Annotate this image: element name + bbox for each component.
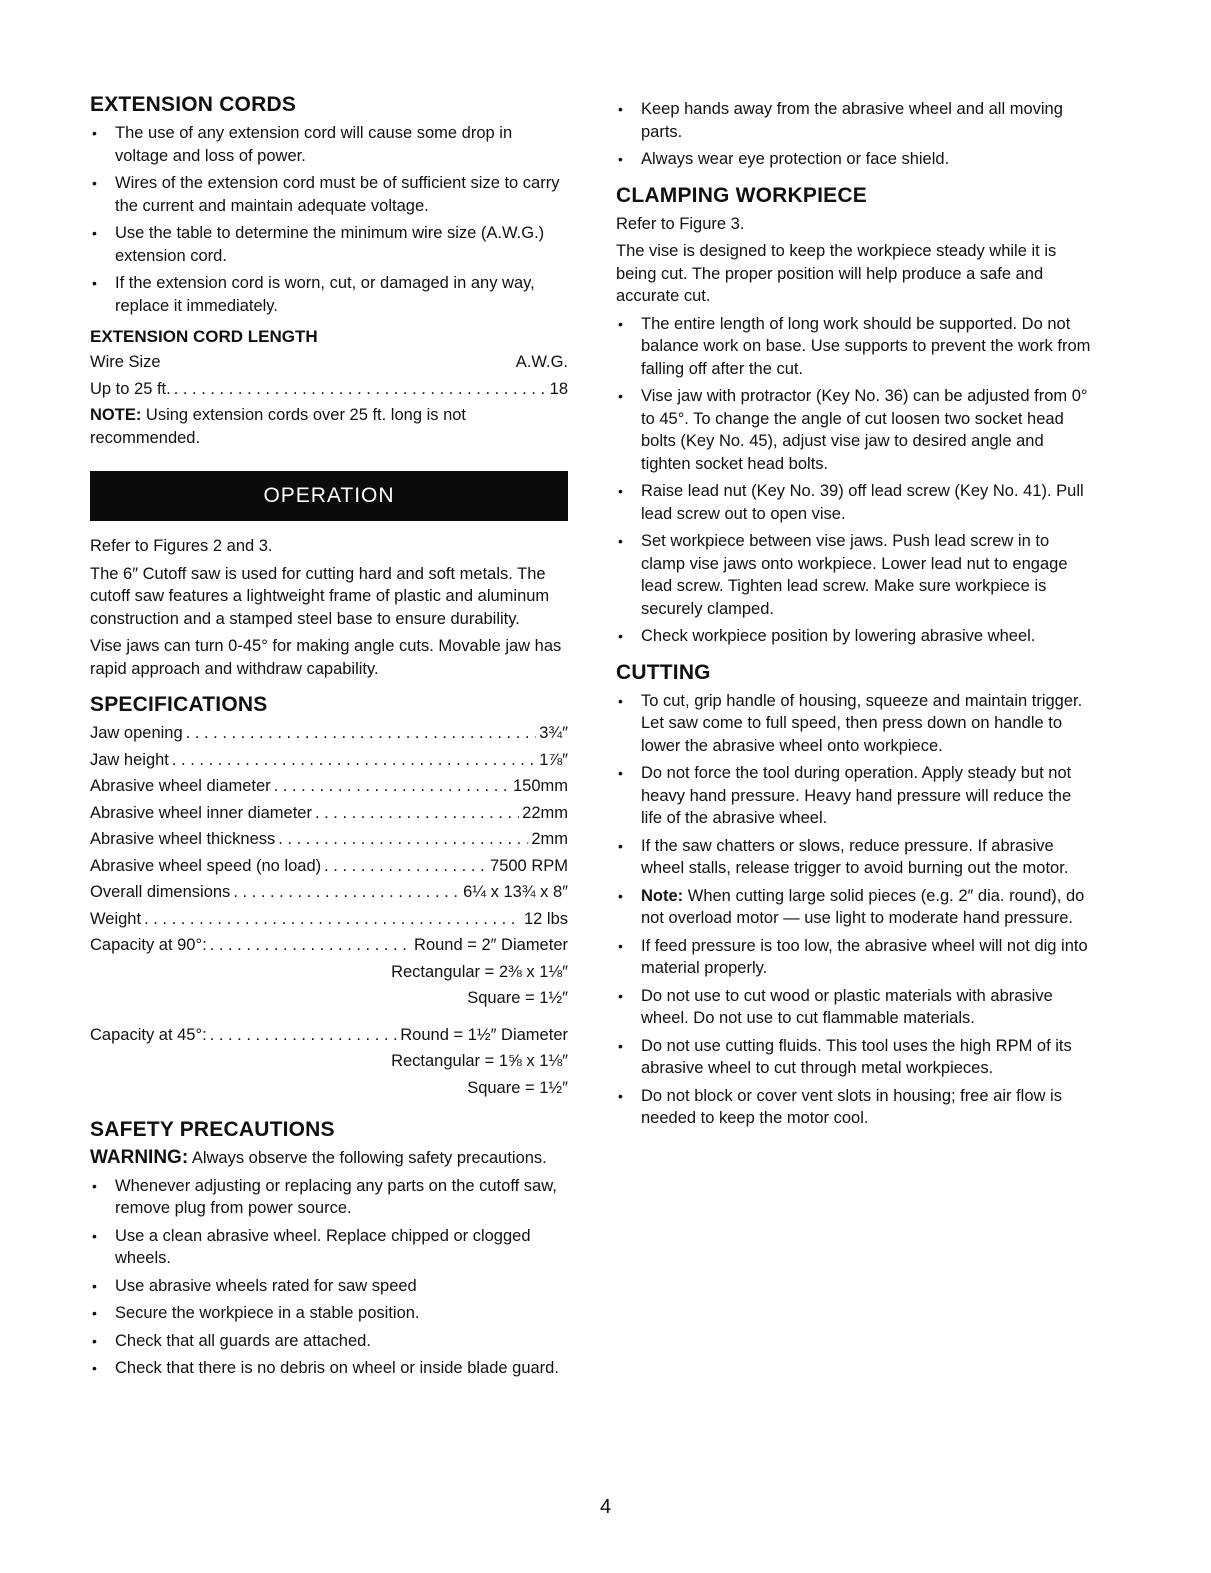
leader-dots (315, 802, 519, 825)
leader-dots (274, 775, 510, 798)
extension-cords-list (90, 122, 568, 317)
clamping-para: The vise is designed to keep the workpiece steady while it is being cut. The proper position will help produce a safe and accurate cut. (616, 242, 1057, 305)
leader-dots (186, 722, 537, 745)
spec-value: 12 lbs (523, 909, 568, 928)
spec-label: Jaw opening (90, 724, 183, 742)
row-label: Up to 25 ft. (90, 379, 171, 398)
spec-row (90, 775, 568, 798)
spec-value: 6¼ x 13¾ x 8″ (463, 883, 568, 901)
list-item: • Whenever adjusting or replacing any parts on the cutoff saw, remove plug from power source. (90, 1175, 568, 1220)
spec-label: Abrasive wheel inner diameter (90, 803, 312, 822)
leader-dots (324, 855, 487, 878)
leader-dots (278, 828, 528, 851)
spec-row (90, 881, 568, 904)
list-item: • Set workpiece between vise jaws. Push lead screw in to clamp vise jaws onto workpiece. Lower lead nut to engage lead screw. Tighten lead screw. Make sure workpiece is securely clamped. (616, 530, 1094, 620)
capacity-45-round: Round = 1½″ Diameter (400, 1025, 568, 1044)
spec-row (90, 722, 568, 745)
spec-value: 1⅞″ (539, 750, 568, 769)
warning-label: WARNING: (90, 1147, 189, 1168)
list-item: • Secure the workpiece in a stable position. (90, 1302, 568, 1325)
note-text: Using extension cords over 25 ft. long is not recommended. (90, 406, 467, 447)
clamping-heading: CLAMPING WORKPIECE (616, 183, 867, 207)
list-item: • If the saw chatters or slows, reduce pressure. If abrasive wheel stalls, release trigger to avoid burning out the motor. (616, 835, 1094, 880)
warning-text: Always observe the following safety precautions. (188, 1149, 547, 1167)
cord-table-header (90, 351, 568, 374)
capacity-45-label: Capacity at 45°: (90, 1025, 207, 1044)
left-column (90, 92, 568, 1385)
list-item: • Do not force the tool during operation. Apply steady but not heavy hand pressure. Heavy hand pressure will reduce the life of the abrasive wheel. (616, 762, 1094, 830)
list-item: • Do not block or cover vent slots in housing; free air flow is needed to keep the motor cool. (616, 1085, 1094, 1130)
spec-row (90, 908, 568, 931)
wire-size-label: Wire Size (90, 353, 161, 371)
operation-banner: OPERATION (90, 471, 568, 521)
cutting-heading: CUTTING (616, 660, 711, 684)
extension-cord-length-heading: EXTENSION CORD LENGTH (90, 327, 318, 346)
capacity-45-square: Square = 1½″ (467, 1078, 568, 1097)
list-item: • To cut, grip handle of housing, squeeze and maintain trigger. Let saw come to full speed, then press down on handle to lower the abrasive wheel onto workpiece. (616, 690, 1094, 758)
safety-warning (90, 1147, 568, 1170)
spec-label: Abrasive wheel diameter (90, 777, 271, 795)
list-item: • Use a clean abrasive wheel. Replace chipped or clogged wheels. (90, 1225, 568, 1270)
list-item: • Vise jaw with protractor (Key No. 36) can be adjusted from 0° to 45°. To change the angle of cut loosen two socket head bolts (Key No. 45), adjust vise jaw to desired angle and tighten socket head bolts. (616, 385, 1094, 475)
capacity-90-square: Square = 1½″ (467, 989, 568, 1007)
spec-label: Abrasive wheel speed (no load) (90, 856, 322, 875)
leader-dots (174, 378, 547, 401)
clamping-refer: Refer to Figure 3. (616, 214, 745, 233)
spec-row (90, 802, 568, 825)
safety-list (90, 1175, 568, 1380)
capacity-45-rectangular: Rectangular = 1⅝ x 1⅛″ (391, 1052, 568, 1070)
list-item: • Use abrasive wheels rated for saw speed (90, 1275, 568, 1298)
list-item: • The entire length of long work should be supported. Do not balance work on base. Use supports to prevent the work from falling off after the cut. (616, 313, 1094, 381)
operation-para-1: The 6″ Cutoff saw is used for cutting hard and soft metals. The cutoff saw features a lightweight frame of plastic and aluminum construction and a stamped steel base to ensure durability. (90, 564, 550, 628)
cutting-list (616, 690, 1094, 1130)
capacity-90-rectangular: Rectangular = 2⅜ x 1⅛″ (391, 962, 568, 981)
list-item: • Always wear eye protection or face shield. (616, 148, 1094, 171)
spec-row (90, 749, 568, 772)
cord-table-row (90, 378, 568, 401)
clamping-list (616, 313, 1094, 648)
spec-value: 2mm (531, 830, 568, 848)
page-number: 4 (599, 1496, 612, 1518)
capacity-90-label: Capacity at 90°: (90, 936, 207, 954)
list-item: • Do not use to cut wood or plastic materials with abrasive wheel. Do not use to cut flammable materials. (616, 985, 1094, 1030)
list-item: • Keep hands away from the abrasive wheel and all moving parts. (616, 98, 1094, 143)
spec-value: 7500 RPM (490, 856, 568, 875)
list-item (616, 885, 1094, 930)
note-text: When cutting large solid pieces (e.g. 2″ dia. round), do not overload motor — use light to moderate hand pressure. (641, 886, 1085, 927)
spec-label: Jaw height (90, 750, 169, 769)
leader-dots (172, 749, 536, 772)
capacity-90-row (90, 934, 568, 957)
leader-dots (144, 908, 521, 931)
right-column (616, 92, 1094, 1135)
spec-label: Abrasive wheel thickness (90, 830, 276, 848)
note-label: NOTE: (90, 406, 142, 424)
list-item: • Check that all guards are attached. (90, 1330, 568, 1353)
safety-list-continued (616, 98, 1094, 171)
specifications-list (90, 722, 568, 1099)
list-item: • Use the table to determine the minimum wire size (A.W.G.) extension cord. (90, 222, 568, 267)
spec-label: Overall dimensions (90, 883, 231, 901)
capacity-45-row (90, 1024, 568, 1047)
extension-note (90, 404, 568, 449)
leader-dots (210, 1024, 398, 1047)
note-label: Note: (641, 886, 684, 905)
list-item: • If the extension cord is worn, cut, or damaged in any way, replace it immediately. (90, 272, 568, 317)
leader-dots (210, 934, 411, 957)
spec-value: 150mm (512, 777, 568, 795)
list-item: • Wires of the extension cord must be of sufficient size to carry the current and maintain adequate voltage. (90, 172, 568, 217)
safety-heading: SAFETY PRECAUTIONS (90, 1118, 335, 1141)
leader-dots (233, 881, 460, 904)
list-item: • If feed pressure is too low, the abrasive wheel will not dig into material properly. (616, 935, 1094, 980)
row-value: 18 (549, 379, 568, 398)
capacity-90-round: Round = 2″ Diameter (414, 936, 568, 954)
list-item: • Check that there is no debris on wheel or inside blade guard. (90, 1357, 568, 1380)
spec-row (90, 828, 568, 851)
list-item: • The use of any extension cord will cause some drop in voltage and loss of power. (90, 122, 568, 167)
operation-refer: Refer to Figures 2 and 3. (90, 537, 273, 555)
specifications-heading: SPECIFICATIONS (90, 693, 268, 716)
spec-value: 3¾″ (539, 724, 568, 742)
spec-row (90, 855, 568, 878)
spec-value: 22mm (522, 803, 568, 822)
list-item: • Check workpiece position by lowering abrasive wheel. (616, 625, 1094, 648)
awg-label: A.W.G. (515, 353, 568, 371)
list-item: • Do not use cutting fluids. This tool uses the high RPM of its abrasive wheel to cut through metal workpieces. (616, 1035, 1094, 1080)
extension-cords-heading: EXTENSION CORDS (90, 93, 297, 116)
list-item: • Raise lead nut (Key No. 39) off lead screw (Key No. 41). Pull lead screw out to open vise. (616, 480, 1094, 525)
operation-para-2: Vise jaws can turn 0-45° for making angle cuts. Movable jaw has rapid approach and withdraw capability. (90, 637, 562, 678)
spec-label: Weight (90, 909, 142, 928)
